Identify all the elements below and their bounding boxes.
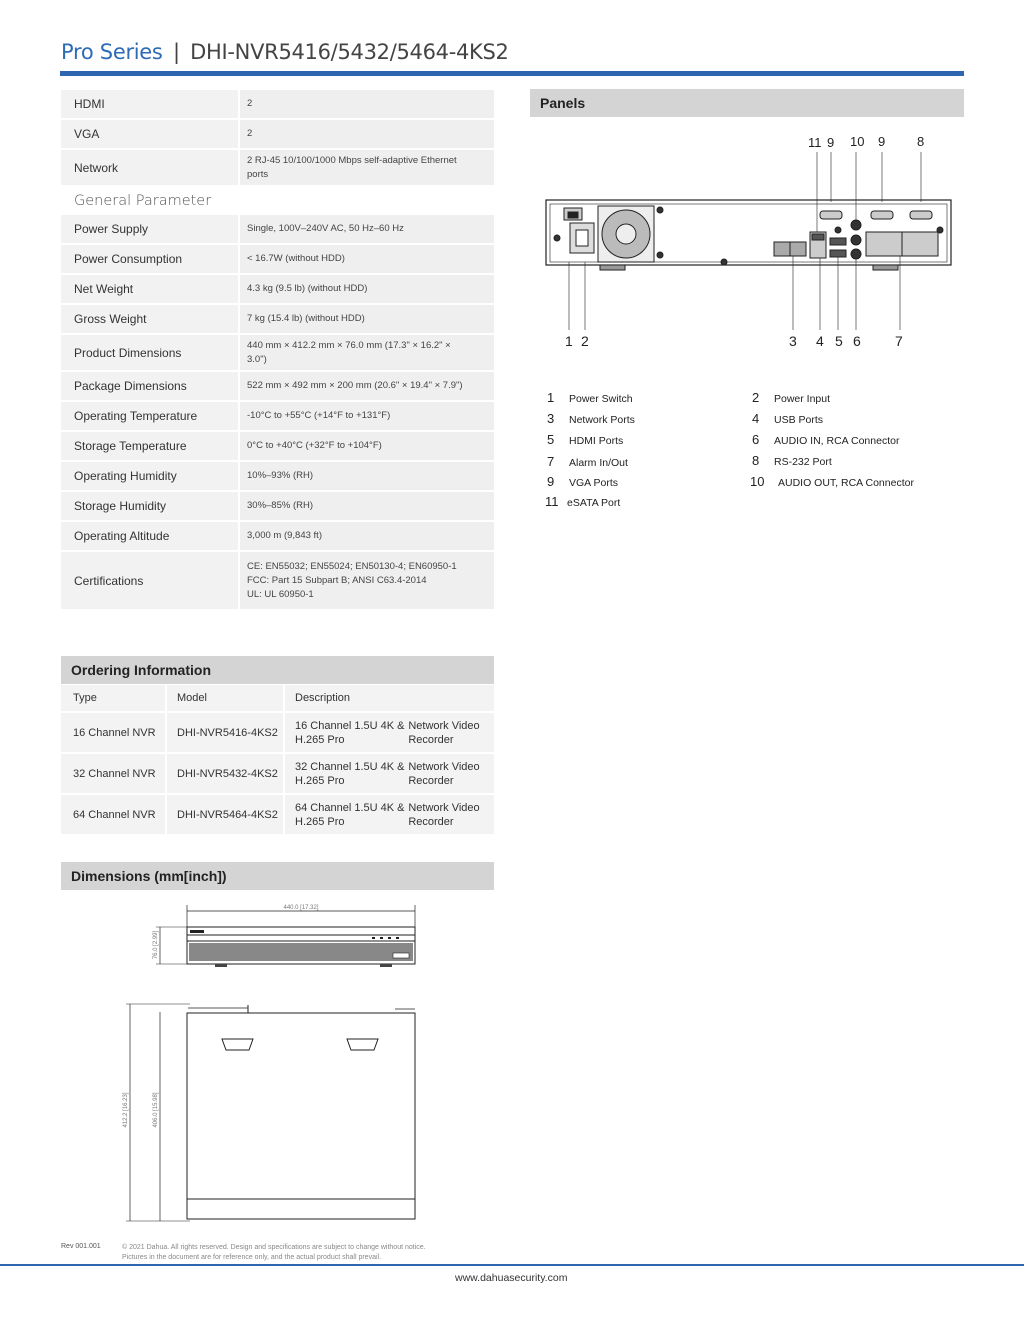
description-cell: 32 Channel 1.5U 4K & H.265 Pro Network Video Recorder xyxy=(285,754,494,793)
spec-row-certifications xyxy=(61,552,494,609)
spec-value: 4.3 kg (9.5 lb) (without HDD) xyxy=(240,275,494,303)
ordering-table xyxy=(61,685,494,836)
title-separator: | xyxy=(172,40,180,64)
spec-value: -10°C to +55°C (+14°F to +131°F) xyxy=(240,402,494,430)
spec-label: Certifications xyxy=(61,552,238,609)
callout-6: 6 xyxy=(853,333,861,349)
spec-value: Single, 100V–240V AC, 50 Hz–60 Hz xyxy=(240,215,494,243)
callout-11: 11 xyxy=(808,135,822,150)
callout-9b: 9 xyxy=(878,134,886,149)
spec-row-storage-temperature xyxy=(61,432,494,460)
website-link[interactable]: www.dahuasecurity.com xyxy=(455,1272,568,1284)
spec-row-gross-weight xyxy=(61,305,494,333)
spec-label: Storage Humidity xyxy=(61,492,238,520)
model-title: DHI-NVR5416/5432/5464-4KS2 xyxy=(190,40,509,64)
footer-divider xyxy=(0,1264,1024,1266)
legend-item: 3 Network Ports xyxy=(547,411,635,426)
callout-4: 4 xyxy=(816,333,824,349)
callout-3: 3 xyxy=(789,333,797,349)
legend-item: 6 AUDIO IN, RCA Connector xyxy=(752,432,900,447)
spec-value: 30%–85% (RH) xyxy=(240,492,494,520)
spec-value: 522 mm × 492 mm × 200 mm (20.6" × 19.4" × 7.9") xyxy=(240,372,494,400)
spec-table xyxy=(61,90,494,611)
callout-9a: 9 xyxy=(827,135,835,150)
spec-label: Product Dimensions xyxy=(61,335,238,370)
callout-5: 5 xyxy=(835,333,843,349)
spec-value: 7 kg (15.4 lb) (without HDD) xyxy=(240,305,494,333)
spec-label: Operating Humidity xyxy=(61,462,238,490)
ordering-header-row xyxy=(61,685,494,711)
spec-value: 3,000 m (9,843 ft) xyxy=(240,522,494,550)
spec-label: Net Weight xyxy=(61,275,238,303)
callout-7: 7 xyxy=(895,333,903,349)
description-cell: 64 Channel 1.5U 4K & H.265 Pro Network Video Recorder xyxy=(285,795,494,834)
type-cell: 16 Channel NVR xyxy=(61,713,165,752)
legend-item: 7 Alarm In/Out xyxy=(547,454,628,469)
spec-label: Operating Altitude xyxy=(61,522,238,550)
spec-row-product-dimensions xyxy=(61,335,494,370)
panels-heading: Panels xyxy=(530,89,964,117)
spec-value: 10%–93% (RH) xyxy=(240,462,494,490)
spec-value: 2 RJ-45 10/100/1000 Mbps self-adaptive Ethernet ports xyxy=(240,150,494,185)
spec-label: HDMI xyxy=(61,90,238,118)
model-cell: DHI-NVR5432-4KS2 xyxy=(167,754,283,793)
spec-label: Network xyxy=(61,150,238,185)
spec-row-operating-temperature xyxy=(61,402,494,430)
rear-panel-drawing xyxy=(540,150,960,335)
callout-1: 1 xyxy=(565,333,573,349)
page-header xyxy=(61,40,509,64)
table-row xyxy=(61,754,494,793)
general-parameter-heading: General Parameter xyxy=(74,193,212,209)
width-dimension-label: 440.0 [17.32] xyxy=(283,905,319,911)
spec-row-power-consumption xyxy=(61,245,494,273)
spec-row-vga xyxy=(61,120,494,148)
table-row xyxy=(61,713,494,752)
model-cell: DHI-NVR5464-4KS2 xyxy=(167,795,283,834)
type-cell: 64 Channel NVR xyxy=(61,795,165,834)
spec-value: 440 mm × 412.2 mm × 76.0 mm (17.3" × 16.2" × 3.0") xyxy=(240,335,494,370)
type-cell: 32 Channel NVR xyxy=(61,754,165,793)
legend-item: 5 HDMI Ports xyxy=(547,432,624,447)
height-dimension-label: 76.0 [2.99] xyxy=(153,930,159,960)
spec-label: Package Dimensions xyxy=(61,372,238,400)
inner-depth-dimension-label: 406.0 [15.98] xyxy=(153,1092,159,1128)
depth-dimension-label: 412.2 [16.23] xyxy=(123,1092,129,1128)
legend-item: 8 RS-232 Port xyxy=(752,453,832,468)
dimensions-drawing xyxy=(100,895,440,1230)
spec-label: Power Consumption xyxy=(61,245,238,273)
spec-row-net-weight xyxy=(61,275,494,303)
legend-item: 1 Power Switch xyxy=(547,390,633,405)
spec-row-operating-altitude xyxy=(61,522,494,550)
spec-value: CE: EN55032; EN55024; EN50130-4; EN60950-1 FCC: Part 15 Subpart B; ANSI C63.4-2014 UL: UL 60950-1 xyxy=(240,552,494,609)
legend-item: 10 AUDIO OUT, RCA Connector xyxy=(750,474,914,489)
spec-row-hdmi xyxy=(61,90,494,118)
callout-2: 2 xyxy=(581,333,589,349)
spec-label: Storage Temperature xyxy=(61,432,238,460)
spec-label: Gross Weight xyxy=(61,305,238,333)
callout-8: 8 xyxy=(917,134,925,149)
description-cell: 16 Channel 1.5U 4K & H.265 Pro Network Video Recorder xyxy=(285,713,494,752)
table-row xyxy=(61,795,494,834)
legend-item: 2 Power Input xyxy=(752,390,831,405)
spec-label: Power Supply xyxy=(61,215,238,243)
spec-value: 2 xyxy=(240,120,494,148)
dimensions-heading: Dimensions (mm[inch]) xyxy=(61,862,494,890)
front-view xyxy=(156,905,415,967)
col-header-description: Description xyxy=(285,685,494,711)
spec-value: 2 xyxy=(240,90,494,118)
spec-row-package-dimensions xyxy=(61,372,494,400)
spec-value: < 16.7W (without HDD) xyxy=(240,245,494,273)
ordering-info-heading: Ordering Information xyxy=(61,656,494,684)
revision-label: Rev 001.001 xyxy=(61,1243,101,1250)
col-header-type: Type xyxy=(61,685,165,711)
legend-item: 4 USB Ports xyxy=(752,411,824,426)
series-title: Pro Series xyxy=(61,40,163,64)
model-cell: DHI-NVR5416-4KS2 xyxy=(167,713,283,752)
spec-label: VGA xyxy=(61,120,238,148)
spec-row-storage-humidity xyxy=(61,492,494,520)
spec-row-operating-humidity xyxy=(61,462,494,490)
spec-row-power-supply xyxy=(61,215,494,243)
legend-item: 9 VGA Ports xyxy=(547,474,619,489)
legend-item: 11 eSATA Port xyxy=(545,494,621,509)
spec-row-network xyxy=(61,150,494,185)
top-view xyxy=(126,1004,415,1221)
callout-10: 10 xyxy=(850,134,865,149)
spec-label: Operating Temperature xyxy=(61,402,238,430)
copyright-notice: © 2021 Dahua. All rights reserved. Design and specifications are subject to change without notice. Pictures in the document are for reference only, and the actual product shall prevail. xyxy=(122,1244,426,1261)
header-divider xyxy=(60,71,964,76)
col-header-model: Model xyxy=(167,685,283,711)
spec-value: 0°C to +40°C (+32°F to +104°F) xyxy=(240,432,494,460)
